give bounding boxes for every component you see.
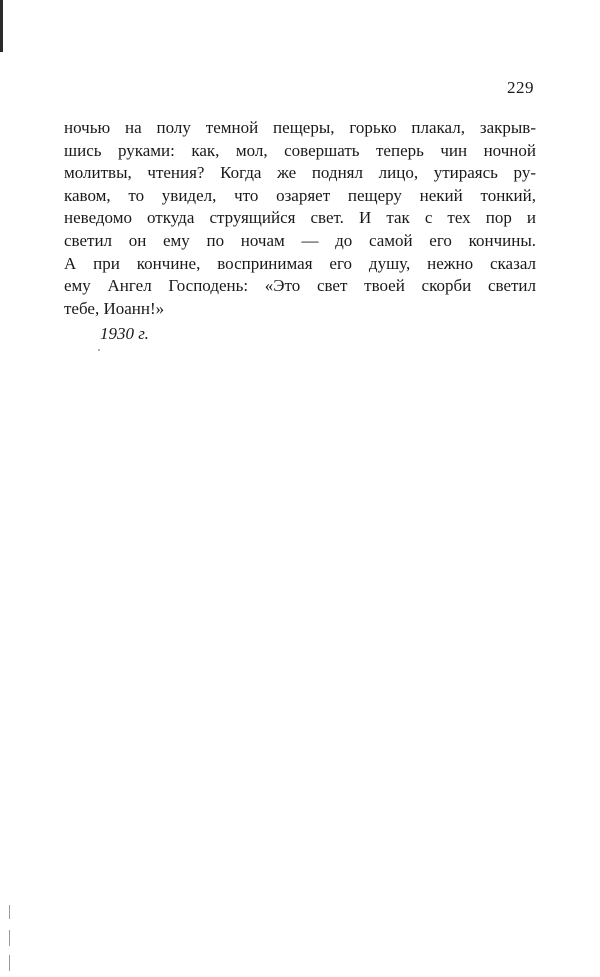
body-paragraph	[64, 117, 536, 320]
text-line: ночью на полу темной пещеры, горько плакал, закрыв-	[64, 118, 536, 137]
text-line: шись руками: как, мол, совершать теперь чин ночной	[64, 140, 536, 160]
scan-margin-mark	[9, 930, 10, 946]
text-line: ему Ангел Господень: «Это свет твоей скорби светил	[64, 276, 536, 296]
text-line: светил он ему по ночам — до самой его кончины.	[64, 230, 536, 250]
scan-margin-mark	[9, 955, 10, 971]
date-signature: 1930 г.	[100, 324, 149, 343]
scan-margin-mark	[9, 905, 10, 919]
scan-edge-mark	[0, 0, 3, 52]
text-line: неведомо откуда струящийся свет. И так с тех пор и	[64, 208, 536, 228]
text-line: тебе, Иоанн!»	[64, 298, 165, 318]
text-line: молитвы, чтения? Когда же поднял лицо, утираясь ру-	[64, 163, 536, 183]
scan-speck	[98, 349, 100, 351]
text-line: кавом, то увидел, что озаряет пещеру некий тонкий,	[64, 185, 536, 205]
page-number: 229	[507, 78, 534, 97]
text-line: А при кончине, воспринимая его душу, нежно сказал	[64, 253, 536, 273]
